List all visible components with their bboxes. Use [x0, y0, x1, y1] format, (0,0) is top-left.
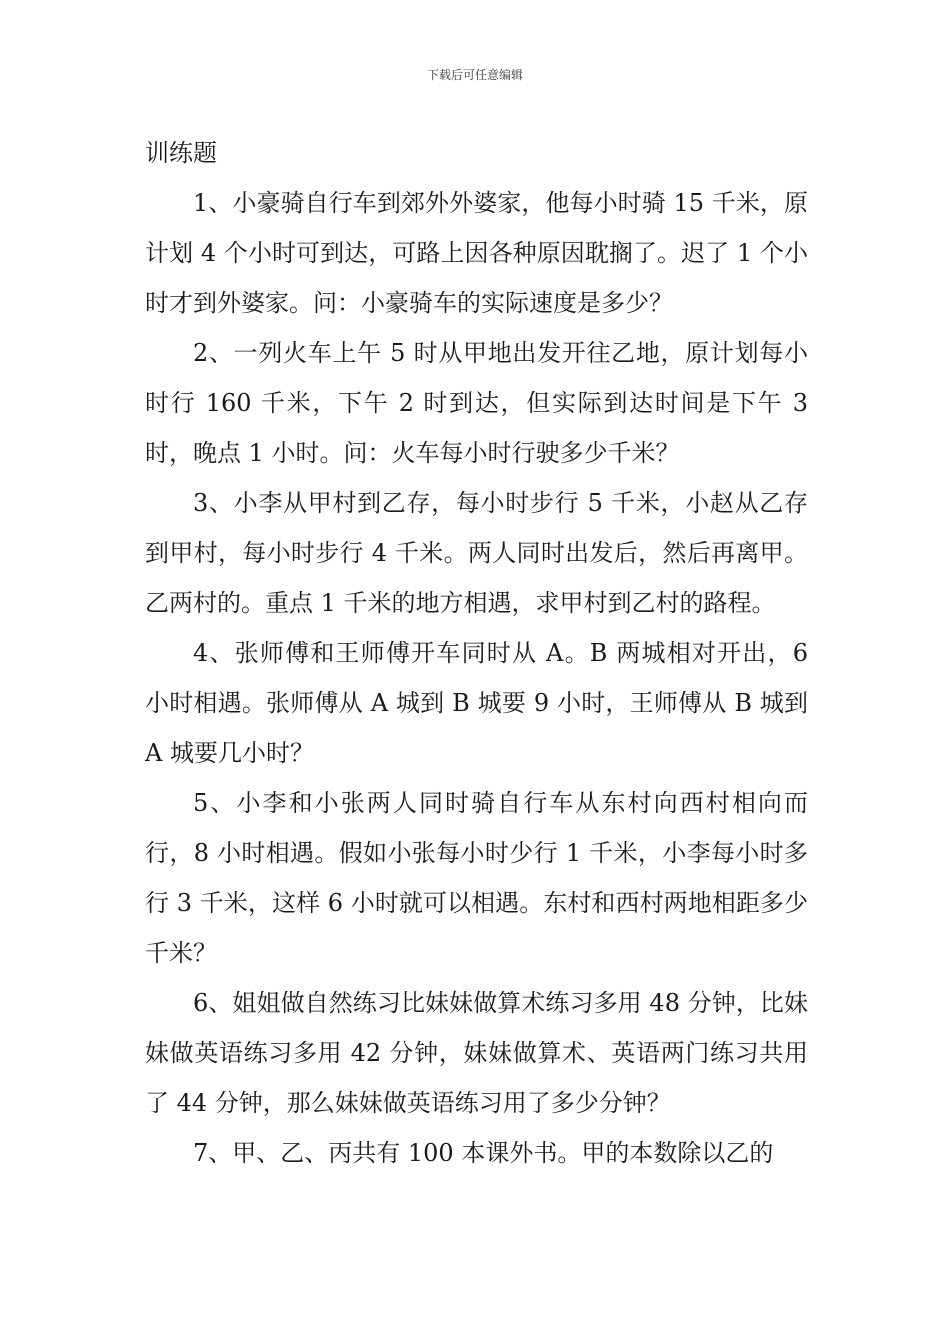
problem-4: 4、张师傅和王师傅开车同时从 A。B 两城相对开出，6 小时相遇。张师傅从 A 城到 B 城要 9 小时，王师傅从 B 城到 A 城要几小时？ [145, 639, 808, 767]
document-title: 训练题 [145, 139, 217, 167]
document-body [145, 128, 808, 1178]
problem-6: 6、姐姐做自然练习比妹妹做算术练习多用 48 分钟，比妹妹做英语练习多用 42 分钟，妹妹做算术、英语两门练习共用了 44 分钟，那么妹妹做英语练习用了多少分钟？ [145, 989, 808, 1117]
problem-7: 7、甲、乙、丙共有 100 本课外书。甲的本数除以乙的 [193, 1139, 774, 1167]
problem-1: 1、小豪骑自行车到郊外外婆家，他每小时骑 15 千米，原计划 4 个小时可到达，可路上因各种原因耽搁了。迟了 1 个小时才到外婆家。问：小豪骑车的实际速度是多少？ [145, 189, 808, 317]
problem-5: 5、小李和小张两人同时骑自行车从东村向西村相向而行，8 小时相遇。假如小张每小时少行 1 千米，小李每小时多行 3 千米，这样 6 小时就可以相遇。东村和西村两地相距多少千米？ [145, 789, 808, 967]
problem-2: 2、一列火车上午 5 时从甲地出发开往乙地，原计划每小时行 160 千米，下午 2 时到达，但实际到达时间是下午 3 时，晚点 1 小时。问：火车每小时行驶多少千米？ [145, 339, 808, 467]
page-header-note: 下载后可任意编辑 [426, 68, 523, 82]
problem-3: 3、小李从甲村到乙存，每小时步行 5 千米，小赵从乙存到甲村，每小时步行 4 千米。两人同时出发后，然后再离甲。乙两村的。重点 1 千米的地方相遇，求甲村到乙村的路程。 [145, 489, 808, 617]
